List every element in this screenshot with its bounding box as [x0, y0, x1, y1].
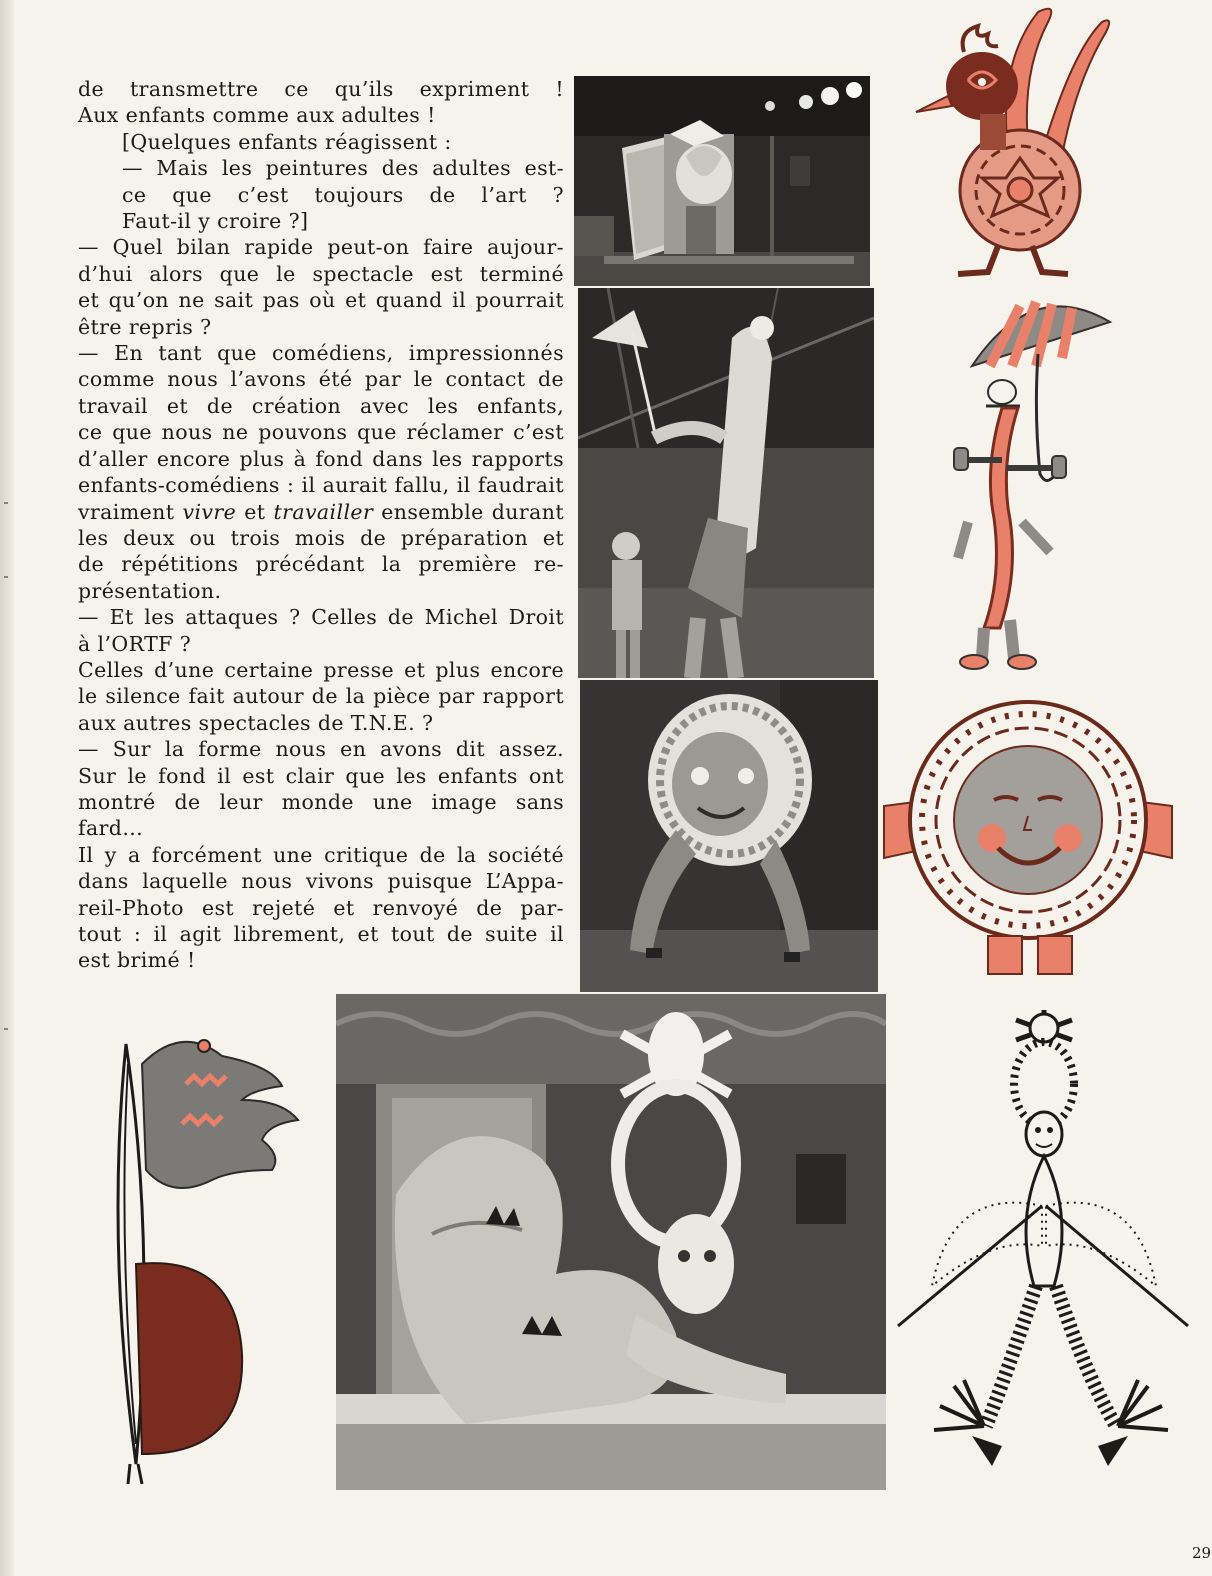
text-line: Sur le fond il est clair que les enfants ont — [78, 763, 564, 788]
text-line: aux autres spectacles de T.N.E. ? — [78, 710, 434, 735]
text-line: de transmettre ce qu’ils expriment ! — [78, 77, 564, 101]
text-line: — Sur la forme nous en avons dit assez. — [78, 737, 564, 762]
umbrella-figure-drawing — [950, 290, 1114, 674]
sausage-costume-photo — [578, 288, 874, 678]
text-line: fard... — [78, 816, 144, 841]
binding-mark — [4, 1028, 8, 1030]
page-number: 29 — [1192, 1544, 1212, 1562]
text-line: ce que c’est toujours de l’art ? — [122, 182, 564, 207]
text-line: dans laquelle nous vivons puisque L’Appa- — [78, 869, 564, 894]
text-line: les deux ou trois mois de préparation et — [78, 525, 564, 550]
page-binding-edge — [0, 0, 14, 1576]
text-line: ce que nous ne pouvons que réclamer c’est — [78, 420, 564, 445]
plate-face-drawing — [878, 688, 1178, 984]
text-line: présentation. — [78, 578, 222, 603]
text-line: de répétitions précédant la première re- — [78, 552, 564, 577]
text-line: tout : il agit librement, et tout de suite il — [78, 922, 564, 946]
plate-costume-photo — [580, 680, 878, 992]
text-line: le silence fait autour de la pièce par rapport — [78, 684, 564, 709]
text-line: Celles d’une certaine presse et plus encore — [78, 657, 564, 682]
text-line-with-italics: vraiment vivre et travailler ensemble durant — [78, 499, 564, 524]
text-line: d’aller encore plus à fond dans les rapports — [78, 446, 564, 471]
text-line: d’hui alors que le spectacle est terminé — [78, 261, 564, 286]
text-line: [Quelques enfants réagissent : — [122, 129, 452, 154]
text-line: est brimé ! — [78, 948, 196, 973]
text-line: Faut-il y croire ?] — [122, 209, 309, 234]
text-line: — En tant que comédiens, impressionnés — [78, 341, 564, 366]
text-line: être repris ? — [78, 314, 212, 339]
text-line: — Mais les peintures des adultes est- — [122, 156, 564, 181]
crocodile-drawing — [108, 1024, 288, 1490]
text-line: enfants-comédiens : il aurait fallu, il faudrait — [78, 473, 564, 498]
article-text — [78, 76, 564, 974]
text-line: Il y a forcément une critique de la société — [78, 842, 564, 867]
crocodile-skull-photo — [336, 994, 886, 1490]
text-line: Aux enfants comme aux adultes ! — [78, 103, 436, 128]
binding-mark — [4, 502, 8, 504]
text-line: à l’ORTF ? — [78, 631, 192, 656]
stage-bird-photo — [574, 76, 870, 286]
text-line: — Quel bilan rapide peut-on faire aujour- — [78, 235, 564, 260]
text-line: montré de leur monde une image sans — [78, 789, 564, 814]
text-line: travail et de création avec les enfants, — [78, 393, 564, 418]
bird-drawing — [912, 2, 1112, 284]
text-line: et qu’on ne sait pas où et quand il pourrait — [78, 288, 564, 313]
text-line: reil-Photo est rejeté et renvoyé de par- — [78, 895, 564, 920]
text-line: — Et les attaques ? Celles de Michel Droit — [78, 605, 564, 630]
binding-mark — [4, 576, 8, 578]
text-line: comme nous l’avons été par le contact de — [78, 367, 564, 392]
skull-figure-drawing — [896, 1006, 1190, 1474]
